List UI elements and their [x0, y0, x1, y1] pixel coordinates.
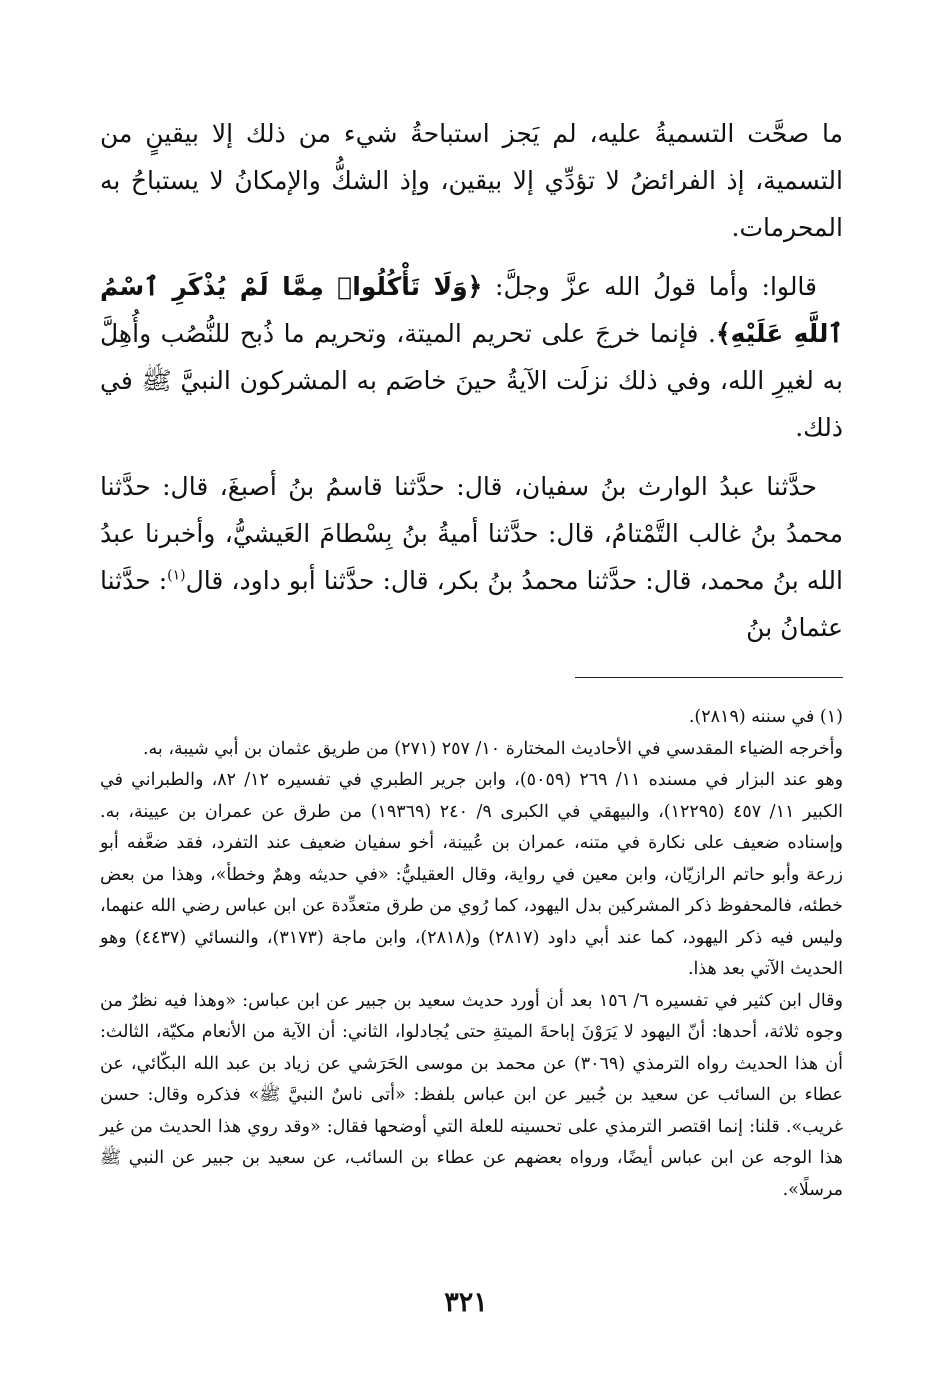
main-paragraph-2-rest: . فإنما خرجَ على تحريم الميتة، وتحريم ما ذُبح للنُّصُب وأُهِلَّ به لغيرِ الله، وفي ذلك نزلَت الآيةُ حينَ خاصَم به المشركون النبيَّ ﷺ في ذلك.	[100, 319, 843, 442]
main-paragraph-1	[100, 110, 843, 251]
main-paragraph-2-intro: قالوا: وأما قولُ الله عزَّ وجلَّ:	[482, 272, 817, 301]
main-paragraph-3-text: حدَّثنا عبدُ الوارث بنُ سفيان، قال: حدَّثنا قاسمُ بنُ أصبغَ، قال: حدَّثنا محمدُ بنُ غالب التَّمْتامُ، قال: حدَّثنا أميةُ بنُ بِسْطامَ العَيشيُّ، وأخبرنا عبدُ الله بنُ محمد، قال: حدَّثنا محمدُ بنُ بكر، قال: حدَّثنا أبو داود، قال	[100, 472, 843, 595]
main-paragraph-3	[100, 463, 843, 651]
page-number: ٣٢١	[444, 1287, 488, 1318]
footnote-paragraph-3: وهو عند البزار في مسنده ١١/ ٢٦٩ (٥٠٥٩)، وابن جرير الطبري في تفسيره ١٢/ ٨٢، والطبراني في الكبير ١١/ ٤٥٧ (١٢٢٩٥)، والبيهقي في الكبرى ٩/ ٢٤٠ (١٩٣٦٩) من طرق عن عمران بن عيينة، به. وإسناده ضعيف على نكارة في متنه، عمران بن عُيينة، أخو سفيان ضعيف عند التفرد، فقد ضعَّفه أبو زرعة وأبو حاتم الرازيّان، وابن معين في رواية، وقال العقيليُّ: «في حديثه وهمٌ وخطأ»، وهذا من بعض خطئه، فالمحفوظ ذكر المشركين بدل اليهود، كما رُوي من طرق متعدِّدة عن ابن عباس رضي الله عنهما، وليس فيه ذكر اليهود، كما عند أبي داود (٢٨١٧) و(٢٨١٨)، وابن ماجة (٣١٧٣)، والنسائي (٤٤٣٧) وهو الحديث الآتي بعد هذا.	[100, 770, 844, 979]
footnote-reference: (١)	[167, 567, 186, 584]
footnotes	[100, 702, 843, 1206]
main-paragraph-2	[100, 263, 843, 451]
footnote-1: (١) في سننه (٢٨١٩).	[688, 707, 843, 727]
main-paragraph-3-end: : حدَّثنا عثمانُ بنُ	[100, 566, 843, 642]
footnote-separator	[575, 677, 843, 678]
footnote-paragraph-4: وقال ابن كثير في تفسيره ٦/ ١٥٦ بعد أن أورد حديث سعيد بن جبير عن ابن عباس: «وهذا فيه نظرٌ من وجوه ثلاثة، أحدها: أنّ اليهود لا يَرَوْنَ إباحةَ الميتةِ حتى يُجادلوا، الثاني: أن الآية من الأنعام مكيّة، الثالث: أن هذا الحديث رواه الترمذي (٣٠٦٩) عن محمد بن موسى الحَرَشي عن زياد بن عبد الله البكّائي، عن عطاء بن السائب عن سعيد بن جُبير عن ابن عباس بلفظ: «أتى ناسٌ النبيَّ ﷺ» فذكره وقال: حسن غريب». قلنا: إنما اقتصر الترمذي على تحسينه للعلة التي أوضحها فقال: «وقد روي هذا الحديث من غير هذا الوجه عن ابن عباس أيضًا، ورواه بعضهم عن عطاء بن السائب، عن سعيد بن جبير عن النبي ﷺ مرسلًا».	[100, 990, 843, 1200]
footnote-paragraph-2: وأخرجه الضياء المقدسي في الأحاديث المختارة ١٠/ ٢٥٧ (٢٧١) من طريق عثمان بن أبي شيبة، به.	[142, 738, 843, 759]
quran-verse: ﴿وَلَا تَأْكُلُوا۟ مِمَّا لَمْ يُذْكَرِ ٱسْمُ ٱللَّهِ عَلَيْهِ﴾	[100, 272, 843, 348]
main-paragraph-1-text: ما صحَّت التسميةُ عليه، لم يَجز استباحةُ شيء من ذلك إلا بيقينٍ من التسمية، إذ الفرائضُ لا تؤدِّي إلا بيقين، وإذ الشكُّ والإمكانُ لا يستباحُ به المحرمات.	[100, 119, 843, 242]
page-content	[100, 110, 843, 1206]
